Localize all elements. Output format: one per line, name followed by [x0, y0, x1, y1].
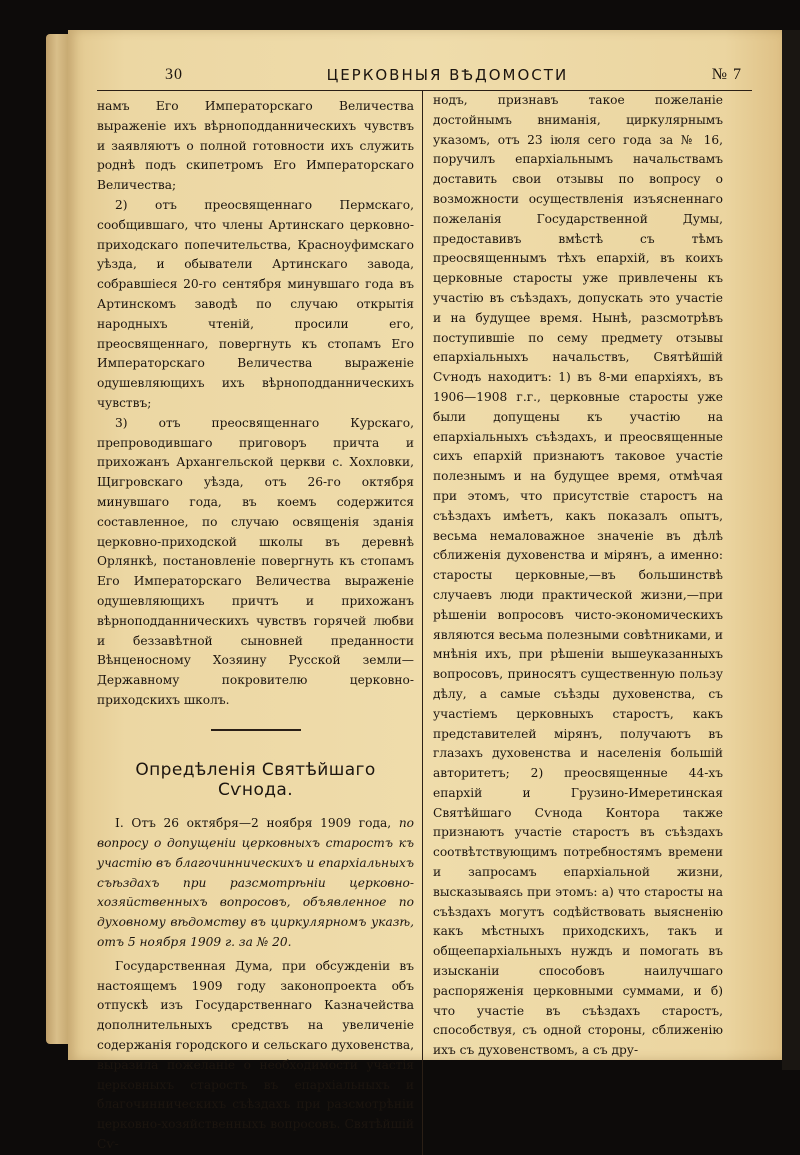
section-divider — [211, 729, 301, 731]
left-paragraph-5: Государственная Дума, при обсужденіи въ настоящемъ 1909 году законопроекта объ отпускѣ изъ Государственнаго Казначейства дополнительныхъ средствъ на увеличеніе содержанія городского и сельскаго духовенства, выразила пожеланіе о необходимости участія церковныхъ старостъ въ епархіальныхъ и благочинническихъ съѣздахъ при разсмотрѣніи церковно-хозяйственныхъ вопросовъ. Святѣйшій Сѵ- — [97, 958, 414, 1152]
section-title: Опредѣленія Святѣйшаго Сѵнода. — [135, 759, 376, 800]
page-content — [97, 55, 752, 1155]
book-right-edge — [782, 30, 800, 1070]
left-paragraph-3: 3) отъ преосвященнаго Курскаго, препроводившаго приговоръ причта и прихожанъ Архангельской церкви с. Хохловки, Щигровскаго уѣзда, отъ 26-го октября минувшаго года, въ коемъ содержится составленное, по случаю освященія зданія церковно-приходской школы въ деревнѣ Орлянкѣ, постановленіе повергнуть къ стопамъ Его Императорскаго Величества выраженіе одушевляющихъ причтъ и прихожанъ вѣрноподданническихъ чувствъ горячей любви и беззавѣтной сыновней преданности Вѣнценосному Хозяину Русской земли—Державному покровителю церковно-приходскихъ школъ. — [97, 415, 414, 707]
page-number: 30 — [165, 66, 183, 83]
left-paragraph-1: намъ Его Императорскаго Величества выраженіе ихъ вѣрноподданническихъ чувствъ и заявляютъ о полной готовности ихъ служить роднѣ подъ скипетромъ Его Императорскаго Величества; — [97, 99, 414, 193]
running-header — [97, 55, 752, 91]
resolution-lead: I. Отъ 26 октября—2 ноября 1909 года, — [115, 816, 392, 831]
resolution-heading — [97, 814, 414, 953]
left-paragraph-2: 2) отъ преосвященнаго Пермскаго, сообщившаго, что члены Артинскаго церковно-приходскаго попечительства, Красноуфимскаго уѣзда, и обыватели Артинскаго завода, собравшіеся 20-го сентября минувшаго года въ Артинскомъ заводѣ по случаю открытія народныхъ чтеній, просили его, преосвященнаго, повергнуть къ стопамъ Его Императорскаго Величества выраженіе одушевляющихъ ихъ вѣрноподданническихъ чувствъ; — [97, 197, 414, 410]
right-column — [423, 91, 723, 1155]
left-column — [97, 91, 423, 1155]
journal-title: ЦЕРКОВНЫЯ ВѢДОМОСТИ — [326, 66, 569, 84]
text-columns — [97, 91, 752, 1155]
resolution-subject: по вопросу о допущеніи церковныхъ старостъ къ участію въ благочинническихъ и епархіальныхъ съѣздахъ при разсмотрѣніи церковно-хозяйственныхъ вопросовъ, объявленное по духовному вѣдомству въ циркулярномъ указѣ, отъ 5 ноября 1909 г. за № 20. — [97, 816, 415, 950]
right-paragraph-1: нодъ, признавъ такое пожеланіе достойнымъ вниманія, циркулярнымъ указомъ, отъ 23 іюля сего года за № 16, поручилъ епархіальнымъ начальствамъ доставить свои отзывы по вопросу о возможности осуществленія изъясненнаго пожеланія Государственной Думы, предоставивъ вмѣстѣ съ тѣмъ преосвященнымъ тѣхъ епархій, въ коихъ церковные старосты уже привлечены къ участію въ съѣздахъ, допускать это участіе и на будущее время. Нынѣ, разсмотрѣвъ поступившіе по сему предмету отзывы епархіальныхъ начальствъ, Святѣйшій Сѵнодъ находитъ: 1) въ 8-ми епархіяхъ, въ 1906—1908 г.г., церковные старосты уже были допущены къ участію на епархіальныхъ съѣздахъ, и преосвященные сихъ епархій признаютъ таковое участіе полезнымъ и на будущее время, отмѣчая при этомъ, что присутствіе старостъ на съѣздахъ имѣетъ, какъ показалъ опытъ, весьма немаловажное значеніе въ дѣлѣ сближенія духовенства и мірянъ, а именно: старосты церковные,—въ большинствѣ случаевъ люди практической жизни,—при рѣшеніи вопросовъ чисто-экономическихъ являются весьма полезными совѣтниками, и мнѣнія ихъ, при рѣшеніи вышеуказанныхъ вопросовъ, приносятъ существенную пользу дѣлу, а самые съѣзды духовенства, съ участіемъ церковныхъ старостъ, какъ представителей мірянъ, получаютъ въ глазахъ духовенства и населенія большій авторитетъ; 2) преосвященные 44-хъ епархій и Грузино-Имеретинская Святѣйшаго Сѵнода Контора также признаютъ участіе старостъ въ съѣздахъ соотвѣтствующимъ потребностямъ времени и запросамъ епархіальной жизни, высказываясь при этомъ: а) что старосты на съѣздахъ могутъ содѣйствовать выясненію какъ мѣстныхъ приходскихъ, такъ и общеепархіальныхъ нуждъ и помогать въ изысканіи способовъ наилучшаго распоряженія церковными суммами, и б) что участіе въ съѣздахъ старостъ, способствуя, съ одной стороны, сближенію ихъ съ духовенствомъ, а съ дру- — [433, 93, 723, 1058]
issue-number: № 7 — [711, 66, 742, 83]
